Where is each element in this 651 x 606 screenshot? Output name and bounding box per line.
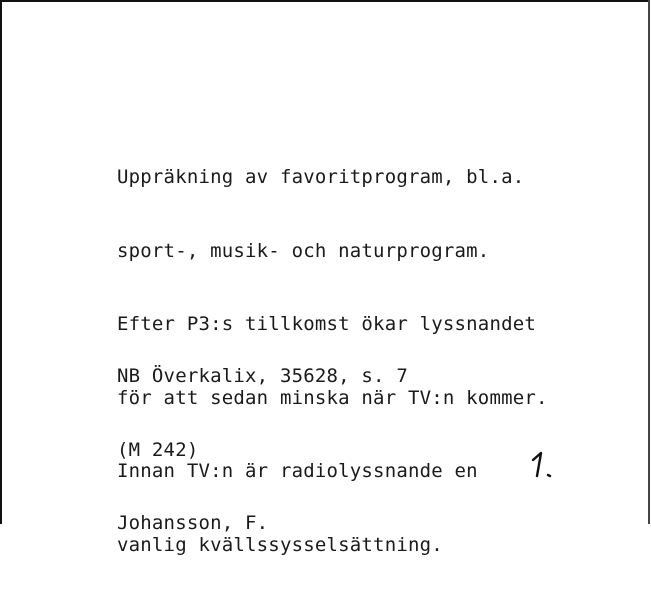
description-line: Efter P3:s tillkomst ökar lyssnandet bbox=[117, 313, 537, 335]
description-line: Innan TV:n är radiolyssnande en bbox=[117, 460, 478, 482]
handwritten-card-number bbox=[527, 448, 567, 478]
description-line: vanlig kvällssysselsättning. bbox=[117, 533, 443, 556]
description-line: för att sedan minska när TV:n kommer. bbox=[117, 386, 548, 409]
archive-record-number: (M 242) bbox=[117, 438, 199, 461]
archive-source: NB Överkalix, 35628, s. 7 bbox=[117, 365, 408, 387]
card-left-border bbox=[0, 0, 2, 524]
description-line: sport-, musik- och naturprogram. bbox=[117, 239, 490, 262]
card-top-border bbox=[0, 0, 648, 2]
card-right-border bbox=[648, 0, 650, 524]
archive-reference bbox=[117, 315, 408, 585]
informant-name: Johansson, F. bbox=[117, 512, 269, 534]
description-line: Uppräkning av favoritprogram, bl.a. bbox=[117, 166, 525, 188]
